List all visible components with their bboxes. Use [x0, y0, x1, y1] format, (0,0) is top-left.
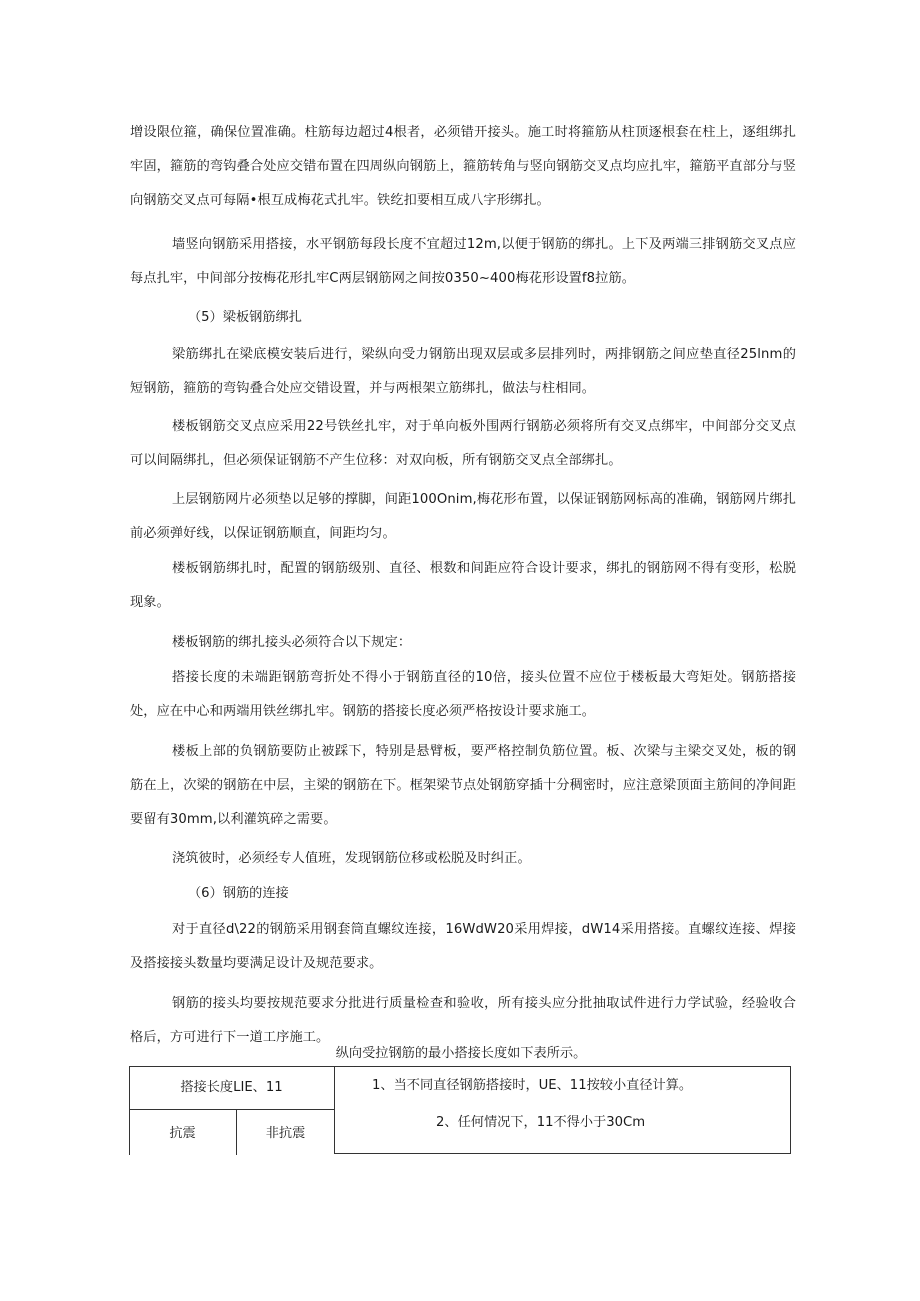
paragraph-wall-rebar: 墙竖向钢筋采用搭接，水平钢筋每段长度不宜超过12m,以便于钢筋的绑扎。上下及两端三排钢筋交叉点应每点扎牢，中间部分按梅花形扎牢C两层钢筋网之间按0350~400梅花形设置f8拉筋。 [130, 237, 796, 286]
paragraph-column-stirrups: 增设限位箍，确保位置准确。柱筋每边超过4根者，必须错开接头。施工时将箍筋从柱顶逐根套在柱上，逐组绑扎牢固，箍筋的弯钩叠合处应交错布置在四周纵向钢筋上，箍筋转角与竖向钢筋交叉点均应扎牢，箍筋平直部分与竖向钢筋交叉点可每隔•根互成梅花式扎牢。铁纥扣要相互成八字形绑扎。 [130, 125, 796, 208]
table-border-top [129, 1066, 791, 1067]
paragraph-slab-joint-rules: 楼板钢筋的绑扎接头必须符合以下规定： [172, 635, 412, 650]
paragraph-beam-binding: 梁筋绑扎在梁底模安装后进行，梁纵向受力钢筋出现双层或多层排列时，两排钢筋之间应垫直径25lnm的短钢筋，箍筋的弯钩叠合处应交错设置，并与两根架立筋绑扎，做法与柱相同。 [130, 347, 796, 396]
section-heading-connection: （6）钢筋的连接 [188, 886, 289, 901]
table-col-seismic: 抗震 [169, 1126, 196, 1141]
paragraph-pouring-watch: 浇筑彼时，必须经专人值班，发现钢筋位移或松脱及时纠正。 [172, 851, 531, 866]
paragraph-lap-length: 搭接长度的未端距钢筋弯折处不得小于钢筋直径的10倍，接头位置不应位于楼板最大弯矩处。钢筋搭接处，应在中心和两端用铁丝绑扎牢。钢筋的搭接长度必须严格按设计要求施工。 [130, 670, 796, 719]
table-border-bottom [334, 1153, 791, 1154]
paragraph-joint-inspection: 钢筋的接头均要按规范要求分批进行质量检查和验收，所有接头应分批抽取试件进行力学试验，经验收合格后，方可进行下一道工序施工。 [130, 996, 796, 1045]
paragraph-negative-rebar: 楼板上部的负钢筋要防止被踩下，特别是悬臂板，要严格控制负筋位置。板、次梁与主梁交叉处，板的钢筋在上，次梁的钢筋在中层，主梁的钢筋在下。框架梁节点处钢筋穿插十分稠密时，应注意梁顶面主筋间的净间距要留有30mm,以利灌筑碎之需要。 [130, 744, 796, 827]
lap-length-table [129, 1066, 791, 1155]
table-divider-notes [334, 1066, 335, 1154]
table-caption: 纵向受拉钢筋的最小搭接长度如下表所示。 [335, 1046, 587, 1061]
table-divider-header [129, 1109, 334, 1110]
paragraph-slab-crossings: 楼板钢筋交叉点应采用22号铁丝扎牢，对于单向板外围两行钢筋必须将所有交叉点绑牢，中间部分交叉点可以间隔绑扎，但必须保证钢筋不产生位移：对双向板，所有钢筋交叉点全部绑扎。 [130, 419, 796, 468]
paragraph-connection-methods: 对于直径d\22的钢筋采用钢套筒直螺纹连接，16WdW20采用焊接，dW14采用搭接。直螺纹连接、焊接及搭接接头数量均要满足设计及规范要求。 [130, 922, 796, 971]
paragraph-upper-mesh: 上层钢筋网片必须垫以足够的撑脚，间距100Onim,梅花形布置，以保证钢筋网标高的准确，钢筋网片绑扎前必须弹好线，以保证钢筋顺直，间距均匀。 [130, 492, 796, 541]
table-note-2: 2、任何情况下，11不得小于30Cm [436, 1115, 646, 1130]
table-col-nonseismic: 非抗震 [265, 1126, 306, 1141]
section-heading-beam-slab: （5）梁板钢筋绑扎 [188, 310, 302, 325]
table-header-lap-length: 搭接长度LIE、11 [180, 1080, 283, 1095]
table-note-1: 1、当不同直径钢筋搭接时，UE、11按较小直径计算。 [372, 1078, 693, 1093]
table-border-right [790, 1066, 791, 1154]
paragraph-slab-requirements: 楼板钢筋绑扎时，配置的钢筋级别、直径、根数和间距应符合设计要求，绑扎的钢筋网不得有变形，松脱现象。 [130, 561, 796, 610]
